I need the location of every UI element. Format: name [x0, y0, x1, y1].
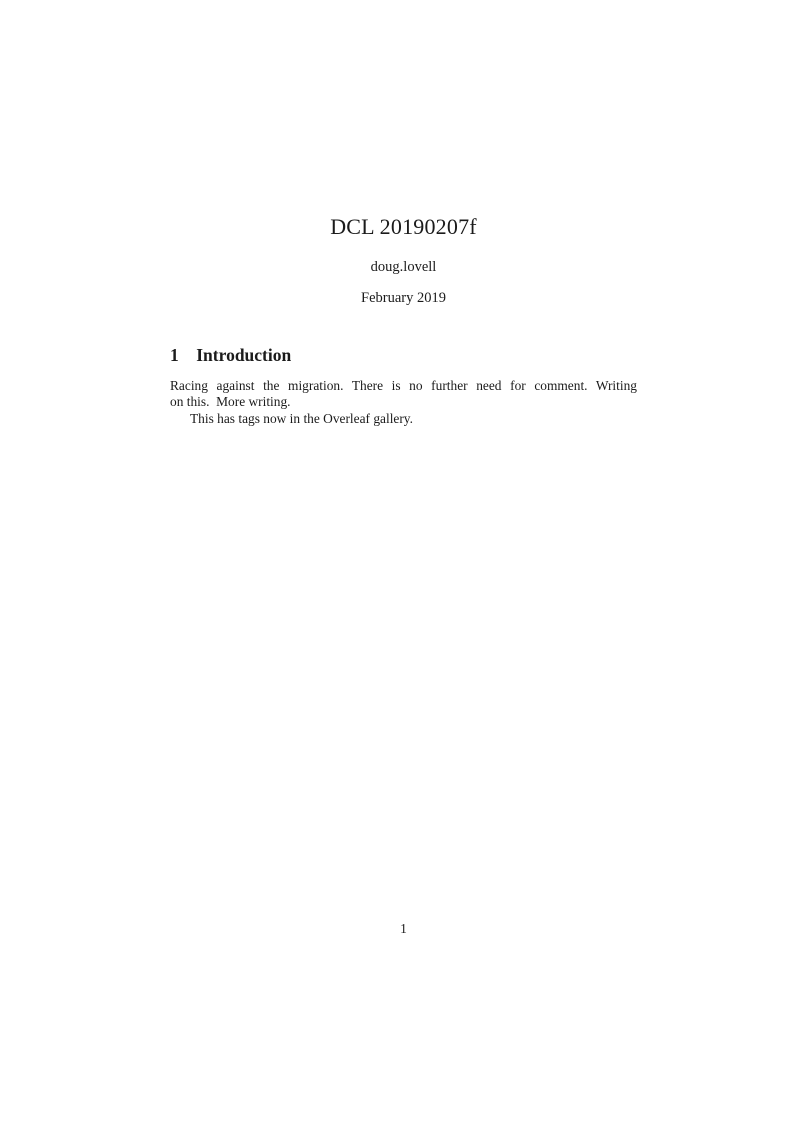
page-number: 1: [400, 921, 407, 936]
section-heading: [170, 347, 291, 365]
document-date: February 2019: [361, 290, 446, 306]
paragraph-second: [170, 411, 637, 427]
paragraph-line: on this. More writing.: [170, 394, 291, 410]
body-text: [170, 378, 637, 427]
paragraph-first: [170, 378, 637, 411]
document-author: doug.lovell: [370, 259, 437, 275]
section-title: Introduction: [196, 345, 292, 365]
paragraph-line: Racing against the migration. There is no further need for comment. Writing: [170, 378, 637, 393]
section-number: 1: [170, 345, 179, 365]
paragraph-line: This has tags now in the Overleaf gallery.: [190, 410, 413, 426]
text-block: [170, 0, 637, 1123]
document-title: DCL 20190207f: [330, 214, 477, 239]
